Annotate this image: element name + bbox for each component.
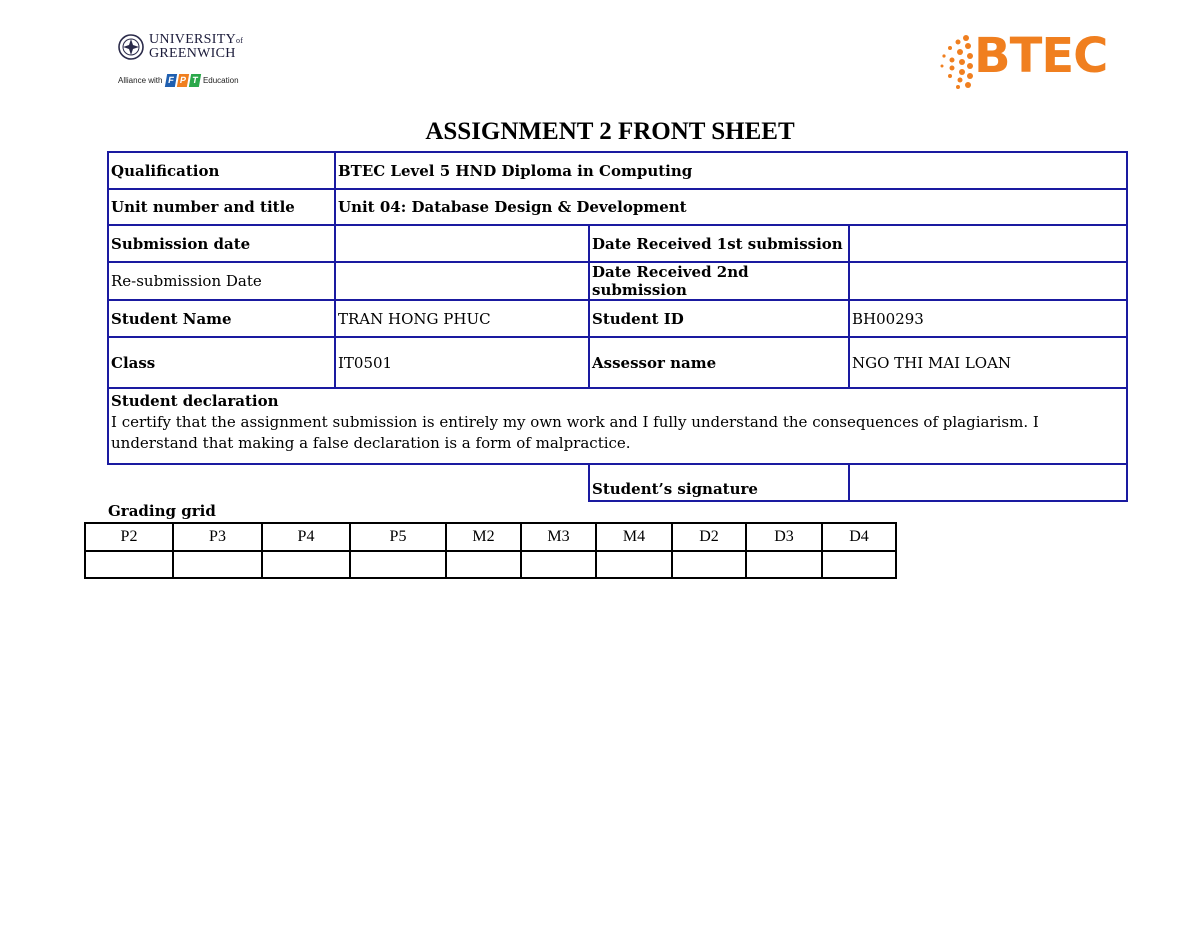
declaration-text: I certify that the assignment submission is entirely my own work and I fully understand the consequences of plagiarism. I understand that making a false declaration is a form of malpractice.	[111, 413, 1039, 452]
student-id-value: BH00293	[849, 300, 1127, 337]
resubmission-date-label: Re-submission Date	[108, 262, 335, 300]
grade-cell-d3[interactable]	[746, 551, 822, 578]
date-received-2-label: Date Received 2nd submission	[589, 262, 849, 300]
date-received-1-field[interactable]	[849, 225, 1127, 262]
grade-cell-p4[interactable]	[262, 551, 350, 578]
grade-header-p4: P4	[262, 523, 350, 551]
btec-dots-icon	[936, 34, 976, 90]
page-title: ASSIGNMENT 2 FRONT SHEET	[425, 118, 795, 145]
submission-date-field[interactable]	[335, 225, 589, 262]
fpt-letter-p: P	[177, 74, 189, 87]
grade-header-m4: M4	[596, 523, 672, 551]
fpt-letter-f: F	[165, 74, 177, 87]
unit-row	[108, 189, 1127, 225]
assessor-value: NGO THI MAI LOAN	[849, 337, 1127, 388]
class-value: IT0501	[335, 337, 589, 388]
grade-cell-m2[interactable]	[446, 551, 521, 578]
fpt-letter-t: T	[189, 74, 201, 87]
resubmission-row	[108, 262, 1127, 300]
grade-cell-p2[interactable]	[85, 551, 173, 578]
grade-header-m3: M3	[521, 523, 596, 551]
grade-header-m2: M2	[446, 523, 521, 551]
grade-cell-d2[interactable]	[672, 551, 746, 578]
grade-header-p2: P2	[85, 523, 173, 551]
declaration-row	[108, 388, 1127, 464]
student-id-label: Student ID	[589, 300, 849, 337]
signature-spacer	[108, 464, 589, 501]
greenwich-seal-icon	[118, 34, 144, 60]
btec-logo	[936, 28, 1126, 94]
qualification-value: BTEC Level 5 HND Diploma in Computing	[335, 152, 1127, 189]
grading-value-row	[85, 551, 896, 578]
class-row	[108, 337, 1127, 388]
submission-date-label: Submission date	[108, 225, 335, 262]
grade-cell-m4[interactable]	[596, 551, 672, 578]
grade-cell-m3[interactable]	[521, 551, 596, 578]
signature-row	[108, 464, 1127, 501]
front-sheet-table	[107, 151, 1128, 502]
declaration-heading: Student declaration	[111, 392, 279, 410]
grade-cell-p5[interactable]	[350, 551, 446, 578]
signature-label: Student’s signature	[589, 464, 849, 501]
student-row	[108, 300, 1127, 337]
greenwich-wordmark: UNIVERSITYof GREENWICH	[149, 32, 244, 61]
grade-cell-p3[interactable]	[173, 551, 262, 578]
fpt-alliance-line: Alliance with F P T Education	[118, 75, 239, 85]
date-received-1-label: Date Received 1st submission	[589, 225, 849, 262]
student-declaration	[108, 388, 1127, 464]
qualification-label: Qualification	[108, 152, 335, 189]
grading-grid	[84, 522, 897, 579]
assessor-label: Assessor name	[589, 337, 849, 388]
resubmission-date-field[interactable]	[335, 262, 589, 300]
date-received-2-field[interactable]	[849, 262, 1127, 300]
unit-value: Unit 04: Database Design & Development	[335, 189, 1127, 225]
student-name-value: TRAN HONG PHUC	[335, 300, 589, 337]
signature-field[interactable]	[849, 464, 1127, 501]
submission-row	[108, 225, 1127, 262]
grading-grid-label: Grading grid	[108, 502, 216, 520]
grade-header-p3: P3	[173, 523, 262, 551]
qualification-row	[108, 152, 1127, 189]
grading-header-row	[85, 523, 896, 551]
grade-header-d2: D2	[672, 523, 746, 551]
student-name-label: Student Name	[108, 300, 335, 337]
grade-header-d4: D4	[822, 523, 896, 551]
class-label: Class	[108, 337, 335, 388]
grade-header-d3: D3	[746, 523, 822, 551]
grade-header-p5: P5	[350, 523, 446, 551]
unit-label: Unit number and title	[108, 189, 335, 225]
grade-cell-d4[interactable]	[822, 551, 896, 578]
btec-wordmark: BTEC	[974, 28, 1108, 84]
greenwich-logo	[118, 30, 248, 100]
